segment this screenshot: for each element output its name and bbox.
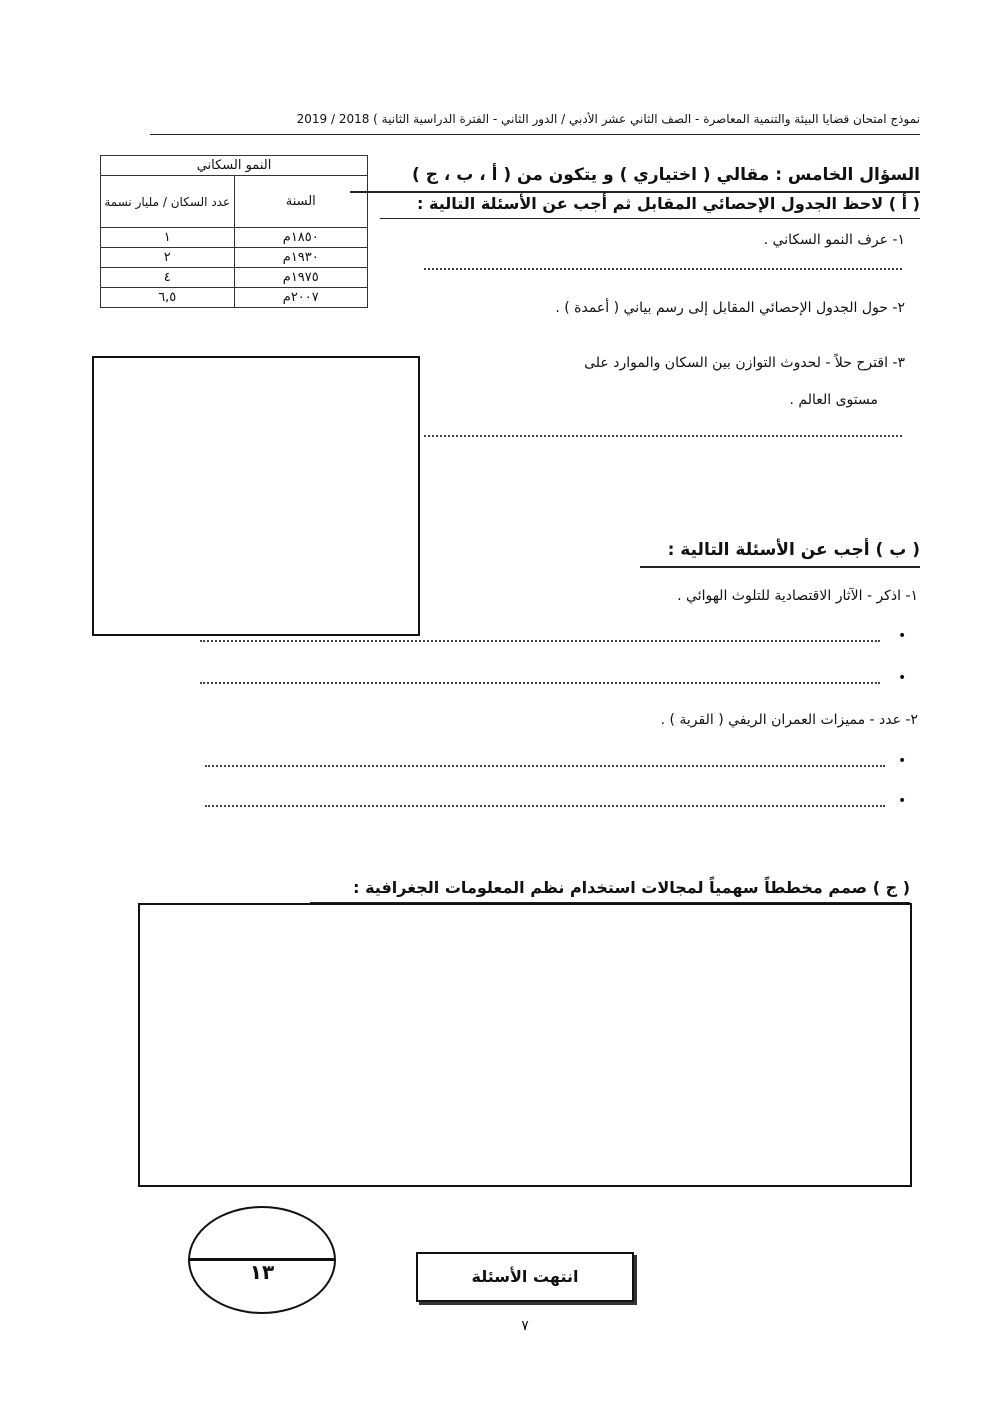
table-cell-pop: ٢ — [101, 248, 235, 268]
score-circle — [188, 1206, 336, 1314]
bullet: • — [898, 628, 907, 644]
total-score: ١٣ — [249, 1260, 275, 1284]
answer-line[interactable] — [200, 682, 880, 684]
part-a-question-3: ٣- اقترح حلاً - لحدوث التوازن بين السكان والموارد على — [584, 355, 905, 371]
table-title: النمو السكاني — [101, 156, 368, 176]
table-cell-year: ١٩٣٠م — [234, 248, 368, 268]
table-cell-pop: ١ — [101, 228, 235, 248]
part-a-question-2: ٢- حول الجدول الإحصائي المقابل إلى رسم بياني ( أعمدة ) . — [555, 300, 905, 316]
end-of-questions: انتهت الأسئلة — [416, 1252, 634, 1302]
population-growth-table — [100, 155, 368, 308]
page-header: نموذج امتحان قضايا البيئة والتنمية المعاصرة - الصف الثاني عشر الأدبي / الدور الثاني - الفترة الدراسية الثانية ) 2018 / 2019 — [150, 112, 920, 135]
bullet: • — [898, 793, 907, 809]
table-header-population: عدد السكان / مليار نسمة — [101, 176, 235, 228]
table-cell-pop: ٦,٥ — [101, 288, 235, 308]
table-header-year: السنة — [234, 176, 368, 228]
question-five-title: السؤال الخامس : مقالي ( اختياري ) و يتكون من ( أ ، ب ، ج ) — [350, 165, 920, 193]
answer-line[interactable] — [205, 805, 885, 807]
part-b-question-1: ١- اذكر - الآثار الاقتصادية للتلوث الهوائي . — [677, 588, 918, 604]
table-row — [101, 288, 368, 308]
page-number: ٧ — [521, 1318, 529, 1334]
bullet: • — [898, 670, 907, 686]
table-row — [101, 268, 368, 288]
table-row — [101, 248, 368, 268]
bullet: • — [898, 753, 907, 769]
part-c-instruction: ( ج ) صمم مخططاً سهمياً لمجالات استخدام نظم المعلومات الجغرافية : — [310, 878, 910, 904]
part-b-question-2: ٢- عدد - مميزات العمران الريفي ( القرية ) . — [660, 712, 918, 728]
table-cell-year: ١٨٥٠م — [234, 228, 368, 248]
diagram-drawing-box[interactable] — [138, 903, 912, 1187]
table-cell-year: ٢٠٠٧م — [234, 288, 368, 308]
answer-line[interactable] — [205, 765, 885, 767]
table-cell-pop: ٤ — [101, 268, 235, 288]
graph-drawing-box[interactable] — [92, 356, 420, 636]
part-a-instruction: ( أ ) لاحظ الجدول الإحصائي المقابل ثم أجب عن الأسئلة التالية : — [380, 194, 920, 219]
table-row — [101, 228, 368, 248]
answer-line[interactable] — [200, 640, 880, 642]
answer-line[interactable] — [424, 268, 902, 270]
part-a-question-3-cont: مستوى العالم . — [789, 392, 878, 408]
part-a-question-1: ١- عرف النمو السكاني . — [763, 232, 905, 248]
answer-line[interactable] — [424, 435, 902, 437]
part-b-instruction: ( ب ) أجب عن الأسئلة التالية : — [640, 540, 920, 568]
table-cell-year: ١٩٧٥م — [234, 268, 368, 288]
